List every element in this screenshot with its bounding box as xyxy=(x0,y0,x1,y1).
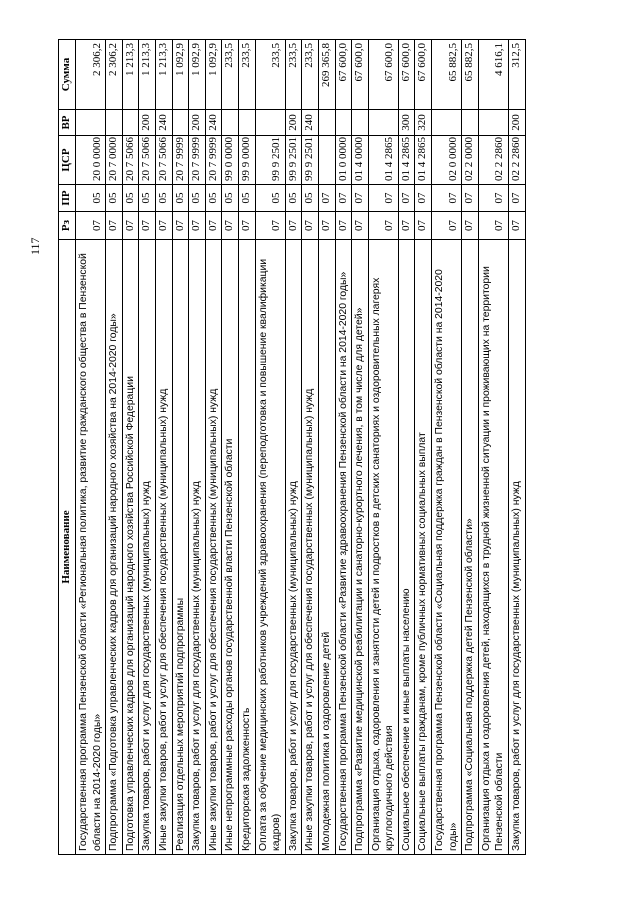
table-row xyxy=(255,40,285,855)
table-row xyxy=(76,40,106,855)
cell-csr: 99 9 2501 xyxy=(255,136,285,185)
cell-name: Подпрограмма «Подготовка управленческих кадров для организаций народного хозяйства на 2014-2020 годы» xyxy=(106,240,123,855)
cell-name: Кредиторская задолженность xyxy=(238,240,255,855)
cell-vr: 240 xyxy=(205,110,222,136)
cell-vr xyxy=(222,110,239,136)
cell-vr xyxy=(106,110,123,136)
header-csr: ЦСР xyxy=(59,136,76,185)
cell-vr xyxy=(172,110,189,136)
cell-csr: 99 9 0000 xyxy=(238,136,255,185)
table-row xyxy=(155,40,172,855)
cell-name: Государственная программа Пензенской области «Развитие здравоохранения Пензенской области на 2014-2020 годы» xyxy=(335,240,352,855)
cell-name: Иные закупки товаров, работ и услуг для обеспечения государственных (муниципальных) нужд xyxy=(205,240,222,855)
cell-vr: 240 xyxy=(155,110,172,136)
cell-name: Оплата за обучение медицинских работников учреждений здравоохранения (переподготовка и повышение квалификации кадров) xyxy=(255,240,285,855)
cell-pr: 07 xyxy=(318,185,335,212)
cell-sum: 312,5 xyxy=(509,40,526,110)
table-body xyxy=(76,40,526,855)
cell-rz: 07 xyxy=(76,212,106,240)
cell-sum: 2 306,2 xyxy=(76,40,106,110)
cell-rz: 07 xyxy=(352,212,369,240)
table-row xyxy=(478,40,508,855)
cell-sum: 233,5 xyxy=(222,40,239,110)
cell-rz: 07 xyxy=(318,212,335,240)
cell-sum: 67 600,0 xyxy=(335,40,352,110)
cell-pr: 07 xyxy=(415,185,432,212)
cell-pr: 05 xyxy=(285,185,302,212)
cell-csr: 20 7 9999 xyxy=(205,136,222,185)
cell-csr: 99 9 2501 xyxy=(302,136,319,185)
cell-vr xyxy=(76,110,106,136)
cell-csr: 02 2 0000 xyxy=(462,136,479,185)
cell-pr: 05 xyxy=(122,185,139,212)
cell-pr: 05 xyxy=(106,185,123,212)
cell-sum: 67 600,0 xyxy=(415,40,432,110)
table-row xyxy=(335,40,352,855)
table-row xyxy=(139,40,156,855)
cell-sum: 2 306,2 xyxy=(106,40,123,110)
cell-name: Социальные выплаты гражданам, кроме публичных нормативных социальных выплат xyxy=(415,240,432,855)
header-name: Наименование xyxy=(59,240,76,855)
cell-name: Подпрограмма «Социальная поддержка детей Пензенской области» xyxy=(462,240,479,855)
cell-rz: 07 xyxy=(205,212,222,240)
cell-pr: 07 xyxy=(368,185,398,212)
cell-pr: 05 xyxy=(139,185,156,212)
cell-sum: 1 213,3 xyxy=(155,40,172,110)
cell-vr xyxy=(462,110,479,136)
cell-sum: 269 365,8 xyxy=(318,40,335,110)
header-vr: ВР xyxy=(59,110,76,136)
table-row xyxy=(172,40,189,855)
cell-csr xyxy=(318,136,335,185)
table-row xyxy=(398,40,415,855)
cell-sum: 67 600,0 xyxy=(368,40,398,110)
cell-vr: 320 xyxy=(415,110,432,136)
cell-csr: 02 0 0000 xyxy=(432,136,462,185)
cell-name: Государственная программа Пензенской области «Социальная поддержка граждан в Пензенской области на 2014-2020 годы» xyxy=(432,240,462,855)
cell-sum: 4 616,1 xyxy=(478,40,508,110)
cell-pr: 07 xyxy=(462,185,479,212)
cell-name: Закупка товаров, работ и услуг для государственных (муниципальных) нужд xyxy=(189,240,206,855)
cell-sum: 1 092,9 xyxy=(172,40,189,110)
cell-pr: 07 xyxy=(335,185,352,212)
cell-vr: 300 xyxy=(398,110,415,136)
cell-rz: 07 xyxy=(335,212,352,240)
cell-csr: 02 2 2860 xyxy=(478,136,508,185)
cell-rz: 07 xyxy=(415,212,432,240)
cell-rz: 07 xyxy=(139,212,156,240)
cell-sum: 233,5 xyxy=(302,40,319,110)
cell-name: Закупка товаров, работ и услуг для государственных (муниципальных) нужд xyxy=(285,240,302,855)
cell-csr: 01 4 0000 xyxy=(352,136,369,185)
cell-vr xyxy=(335,110,352,136)
table-row xyxy=(222,40,239,855)
cell-csr: 99 0 0000 xyxy=(222,136,239,185)
cell-rz: 07 xyxy=(302,212,319,240)
cell-rz: 07 xyxy=(462,212,479,240)
cell-rz: 07 xyxy=(122,212,139,240)
cell-vr: 240 xyxy=(302,110,319,136)
cell-rz: 07 xyxy=(222,212,239,240)
table-row xyxy=(462,40,479,855)
cell-rz: 07 xyxy=(285,212,302,240)
rotated-page-content xyxy=(28,40,583,855)
table-row xyxy=(285,40,302,855)
cell-sum: 1 213,3 xyxy=(122,40,139,110)
cell-pr: 07 xyxy=(432,185,462,212)
cell-csr: 20 7 5066 xyxy=(155,136,172,185)
cell-vr: 200 xyxy=(189,110,206,136)
cell-name: Реализация отдельных мероприятий подпрограммы xyxy=(172,240,189,855)
header-rz: Рз xyxy=(59,212,76,240)
cell-csr: 02 2 2860 xyxy=(509,136,526,185)
cell-csr: 01 4 2865 xyxy=(415,136,432,185)
cell-csr: 01 4 2865 xyxy=(368,136,398,185)
cell-vr xyxy=(432,110,462,136)
cell-rz: 07 xyxy=(478,212,508,240)
cell-vr xyxy=(478,110,508,136)
table-row xyxy=(318,40,335,855)
cell-csr: 01 4 2865 xyxy=(398,136,415,185)
table-row xyxy=(189,40,206,855)
cell-name: Организация отдыха и оздоровления детей, находящихся в трудной жизненной ситуации и проживающих на территории Пензенской области xyxy=(478,240,508,855)
cell-rz: 07 xyxy=(398,212,415,240)
cell-vr: 200 xyxy=(139,110,156,136)
budget-table xyxy=(58,39,526,855)
table-row xyxy=(509,40,526,855)
cell-rz: 07 xyxy=(238,212,255,240)
table-row xyxy=(238,40,255,855)
cell-rz: 07 xyxy=(368,212,398,240)
cell-rz: 07 xyxy=(172,212,189,240)
header-pr: ПР xyxy=(59,185,76,212)
table-header-row xyxy=(59,40,76,855)
cell-name: Иные закупки товаров, работ и услуг для обеспечения государственных (муниципальных) нужд xyxy=(155,240,172,855)
cell-pr: 05 xyxy=(222,185,239,212)
cell-name: Иные закупки товаров, работ и услуг для обеспечения государственных (муниципальных) нужд xyxy=(302,240,319,855)
page-number: 117 xyxy=(28,237,42,255)
table-row xyxy=(302,40,319,855)
cell-sum: 65 882,5 xyxy=(462,40,479,110)
cell-vr xyxy=(368,110,398,136)
table-row xyxy=(205,40,222,855)
cell-sum: 233,5 xyxy=(255,40,285,110)
cell-rz: 07 xyxy=(255,212,285,240)
cell-pr: 07 xyxy=(398,185,415,212)
cell-rz: 07 xyxy=(155,212,172,240)
cell-pr: 05 xyxy=(255,185,285,212)
cell-sum: 67 600,0 xyxy=(398,40,415,110)
cell-csr: 01 0 0000 xyxy=(335,136,352,185)
cell-csr: 20 7 5066 xyxy=(122,136,139,185)
cell-rz: 07 xyxy=(432,212,462,240)
cell-sum: 1 213,3 xyxy=(139,40,156,110)
cell-name: Государственная программа Пензенской области «Региональная политика, развитие гражданского общества в Пензенской области на 2014-2020 годы» xyxy=(76,240,106,855)
cell-sum: 67 600,0 xyxy=(352,40,369,110)
cell-vr xyxy=(352,110,369,136)
table-row xyxy=(368,40,398,855)
cell-rz: 07 xyxy=(106,212,123,240)
cell-vr: 200 xyxy=(285,110,302,136)
cell-name: Организация отдыха, оздоровления и занятости детей и подростков в детских санаториях и оздоровительных лагерях круглогодичного действия xyxy=(368,240,398,855)
cell-name: Закупка товаров, работ и услуг для государственных (муниципальных) нужд xyxy=(139,240,156,855)
cell-pr: 05 xyxy=(172,185,189,212)
cell-pr: 07 xyxy=(352,185,369,212)
cell-vr xyxy=(318,110,335,136)
cell-csr: 20 7 5066 xyxy=(139,136,156,185)
cell-name: Иные непрограммные расходы органов государственной власти Пензенской области xyxy=(222,240,239,855)
cell-pr: 07 xyxy=(478,185,508,212)
cell-sum: 65 882,5 xyxy=(432,40,462,110)
table-row xyxy=(432,40,462,855)
cell-name: Подпрограмма «Развитие медицинской реабилитации и санаторно-курортного лечения, в том числе для детей» xyxy=(352,240,369,855)
cell-sum: 233,5 xyxy=(285,40,302,110)
cell-vr xyxy=(238,110,255,136)
cell-name: Молодежная политика и оздоровление детей xyxy=(318,240,335,855)
cell-vr xyxy=(122,110,139,136)
cell-vr xyxy=(255,110,285,136)
table-row xyxy=(415,40,432,855)
cell-csr: 20 7 9999 xyxy=(189,136,206,185)
cell-csr: 20 7 9999 xyxy=(172,136,189,185)
header-sum: Сумма xyxy=(59,40,76,110)
table-row xyxy=(122,40,139,855)
cell-pr: 05 xyxy=(238,185,255,212)
cell-rz: 07 xyxy=(189,212,206,240)
cell-name: Подготовка управленческих кадров для организаций народного хозяйства Российской Федерации xyxy=(122,240,139,855)
table-row xyxy=(352,40,369,855)
cell-csr: 99 9 2501 xyxy=(285,136,302,185)
cell-csr: 20 0 0000 xyxy=(76,136,106,185)
cell-pr: 05 xyxy=(155,185,172,212)
cell-vr: 200 xyxy=(509,110,526,136)
cell-csr: 20 7 0000 xyxy=(106,136,123,185)
cell-pr: 05 xyxy=(189,185,206,212)
cell-sum: 1 092,9 xyxy=(205,40,222,110)
cell-rz: 07 xyxy=(509,212,526,240)
cell-pr: 05 xyxy=(76,185,106,212)
cell-pr: 07 xyxy=(509,185,526,212)
cell-pr: 05 xyxy=(302,185,319,212)
cell-name: Закупка товаров, работ и услуг для государственных (муниципальных) нужд xyxy=(509,240,526,855)
cell-name: Социальное обеспечение и иные выплаты населению xyxy=(398,240,415,855)
cell-sum: 233,5 xyxy=(238,40,255,110)
table-row xyxy=(106,40,123,855)
cell-pr: 05 xyxy=(205,185,222,212)
cell-sum: 1 092,9 xyxy=(189,40,206,110)
